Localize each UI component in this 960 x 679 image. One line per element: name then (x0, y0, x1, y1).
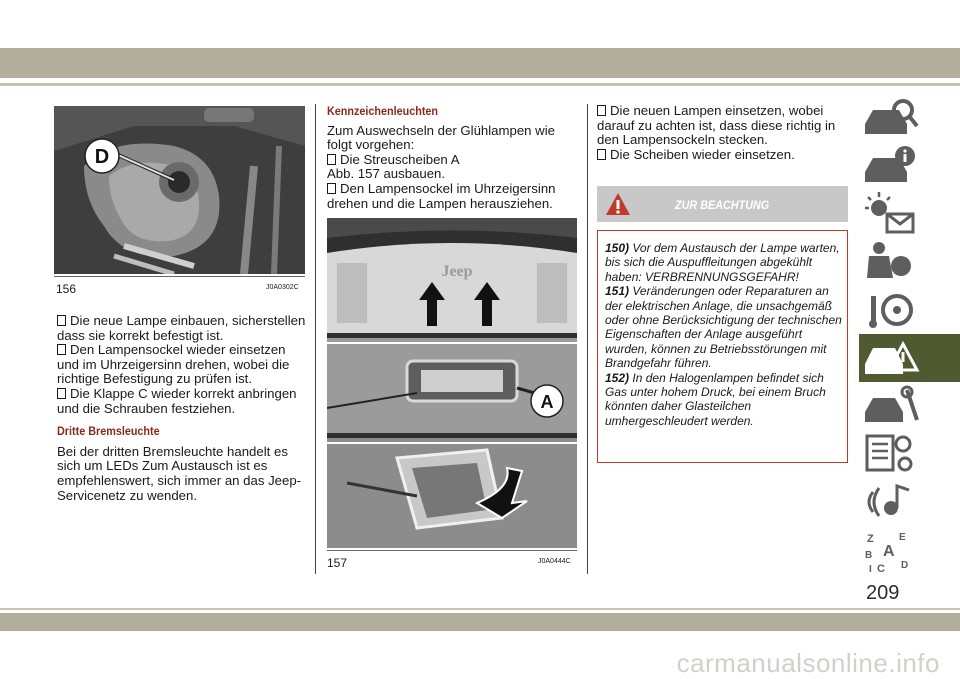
note-item (605, 371, 843, 429)
figure-157-rule (327, 550, 577, 551)
section-heading: Kennzeichenleuchten (327, 104, 439, 118)
bullet-item: Die neue Lampe einbauen, sicherstellen dass sie korrekt befestigt ist. (57, 314, 309, 343)
top-band (0, 48, 960, 78)
nav-tab-steering-wheel[interactable] (859, 286, 960, 334)
nav-tab-car-search[interactable] (859, 94, 960, 142)
note-number: 151) (605, 284, 630, 299)
index-letter: A (883, 543, 895, 560)
label-d: D (94, 146, 110, 168)
figure-157 (327, 218, 577, 548)
car-service-icon (859, 382, 960, 430)
index-letter: I (869, 564, 872, 574)
license-plate-light-illustration (327, 218, 577, 548)
note-number: 150) (605, 241, 630, 255)
bullet-continuation: Abb. 157 ausbauen. (327, 166, 446, 182)
car-info-icon (859, 142, 960, 190)
bullet-item: Die neuen Lampen einsetzen, wobei darauf zu achten ist, dass diese richtig in den Lampensockeln stecken. (597, 104, 849, 148)
index-letter: C (877, 563, 885, 574)
note-text: In den Halogenlampen befindet sich Gas unter hohem Druck, bei einem Bruch könnten daher Glasteilchen umhergeschleudert werden. (605, 370, 826, 428)
column-2-text (327, 104, 579, 211)
tail-light-socket-illustration (54, 106, 305, 274)
note-text: Vor dem Austausch der Lampe warten, bis sich die Auspuffleitungen abgekühlt haben: VERBRENNUNGSGEFAHR! (605, 241, 840, 284)
warning-triangle-icon (605, 192, 631, 216)
nav-tab-car-emergency[interactable] (859, 334, 960, 382)
bullet-item: Die Scheiben wieder einsetzen. (597, 148, 849, 163)
page-number: 209 (866, 582, 900, 604)
top-band-line (0, 83, 960, 86)
figure-156 (54, 106, 305, 274)
multimedia-icon (859, 478, 960, 526)
watermark: carmanualsonline.info (676, 648, 940, 678)
warning-lights-icon (859, 190, 960, 238)
index-letter: Z (867, 533, 874, 545)
bottom-band (0, 613, 960, 631)
figure-156-code: J0A0302C (266, 284, 299, 291)
intro-text: Zum Auswechseln der Glühlampen wie folgt vorgehen: (327, 122, 555, 153)
specifications-icon (859, 430, 960, 478)
bullet-item: Die Klappe C wieder korrekt anbringen und die Schrauben festziehen. (57, 387, 309, 416)
nav-tab-car-service[interactable] (859, 382, 960, 430)
figure-157-code: J0A0444C (538, 558, 571, 565)
nav-tab-specifications[interactable] (859, 430, 960, 478)
section-heading: Dritte Bremsleuchte (57, 424, 160, 439)
paragraph: Bei der dritten Bremsleuchte handelt es sich um LEDs Zum Austausch ist es empfehlenswert, sich immer an das Jeep-Servicenetz zu wenden. (57, 443, 302, 503)
nav-tab-warning-lights[interactable] (859, 190, 960, 238)
note-item (605, 284, 843, 370)
bullet-item: Die Streuscheiben A (327, 153, 579, 168)
warning-title: ZUR BEACHTUNG (675, 198, 770, 212)
warning-notes (605, 241, 843, 428)
index-letter: D (901, 560, 909, 571)
car-search-icon (859, 94, 960, 142)
label-a: A (540, 392, 554, 412)
svg-text:Jeep: Jeep (441, 263, 473, 280)
nav-tab-multimedia[interactable] (859, 478, 960, 526)
steering-wheel-icon (859, 286, 960, 334)
column-divider (315, 104, 316, 574)
column-divider (587, 104, 588, 574)
figure-157-caption: 157 (327, 556, 348, 570)
note-number: 152) (605, 370, 630, 385)
car-emergency-icon (859, 334, 960, 382)
note-item (605, 241, 843, 284)
warning-header (597, 186, 848, 222)
seat-airbag-icon (859, 238, 960, 286)
bullet-item: Den Lampensockel wieder einsetzen und im Uhrzeigersinn drehen, wobei die richtige Befestigung zu prüfen ist. (57, 343, 309, 387)
nav-tab-index[interactable] (859, 526, 960, 574)
column-3-text (597, 104, 849, 162)
nav-tab-seat-airbag[interactable] (859, 238, 960, 286)
warning-box (597, 230, 848, 463)
note-text: Veränderungen oder Reparaturen an der elektrischen Anlage, die unsachgemäß oder ohne Berücksichtigung der technischen Eigenschaften der Anlage ausgeführt wurden, können zu Betriebsstörungen mit Brandgefahr führen. (605, 284, 842, 371)
column-1-text (57, 314, 309, 503)
bottom-band-line (0, 608, 960, 610)
nav-tab-car-info[interactable] (859, 142, 960, 190)
index-letter: E (899, 532, 906, 543)
figure-156-caption: 156 (56, 282, 77, 296)
index-letter: B (865, 550, 873, 561)
bullet-item: Den Lampensockel im Uhrzeigersinn drehen und die Lampen herausziehen. (327, 182, 579, 211)
figure-156-rule (54, 276, 305, 277)
index-icon (859, 526, 960, 574)
